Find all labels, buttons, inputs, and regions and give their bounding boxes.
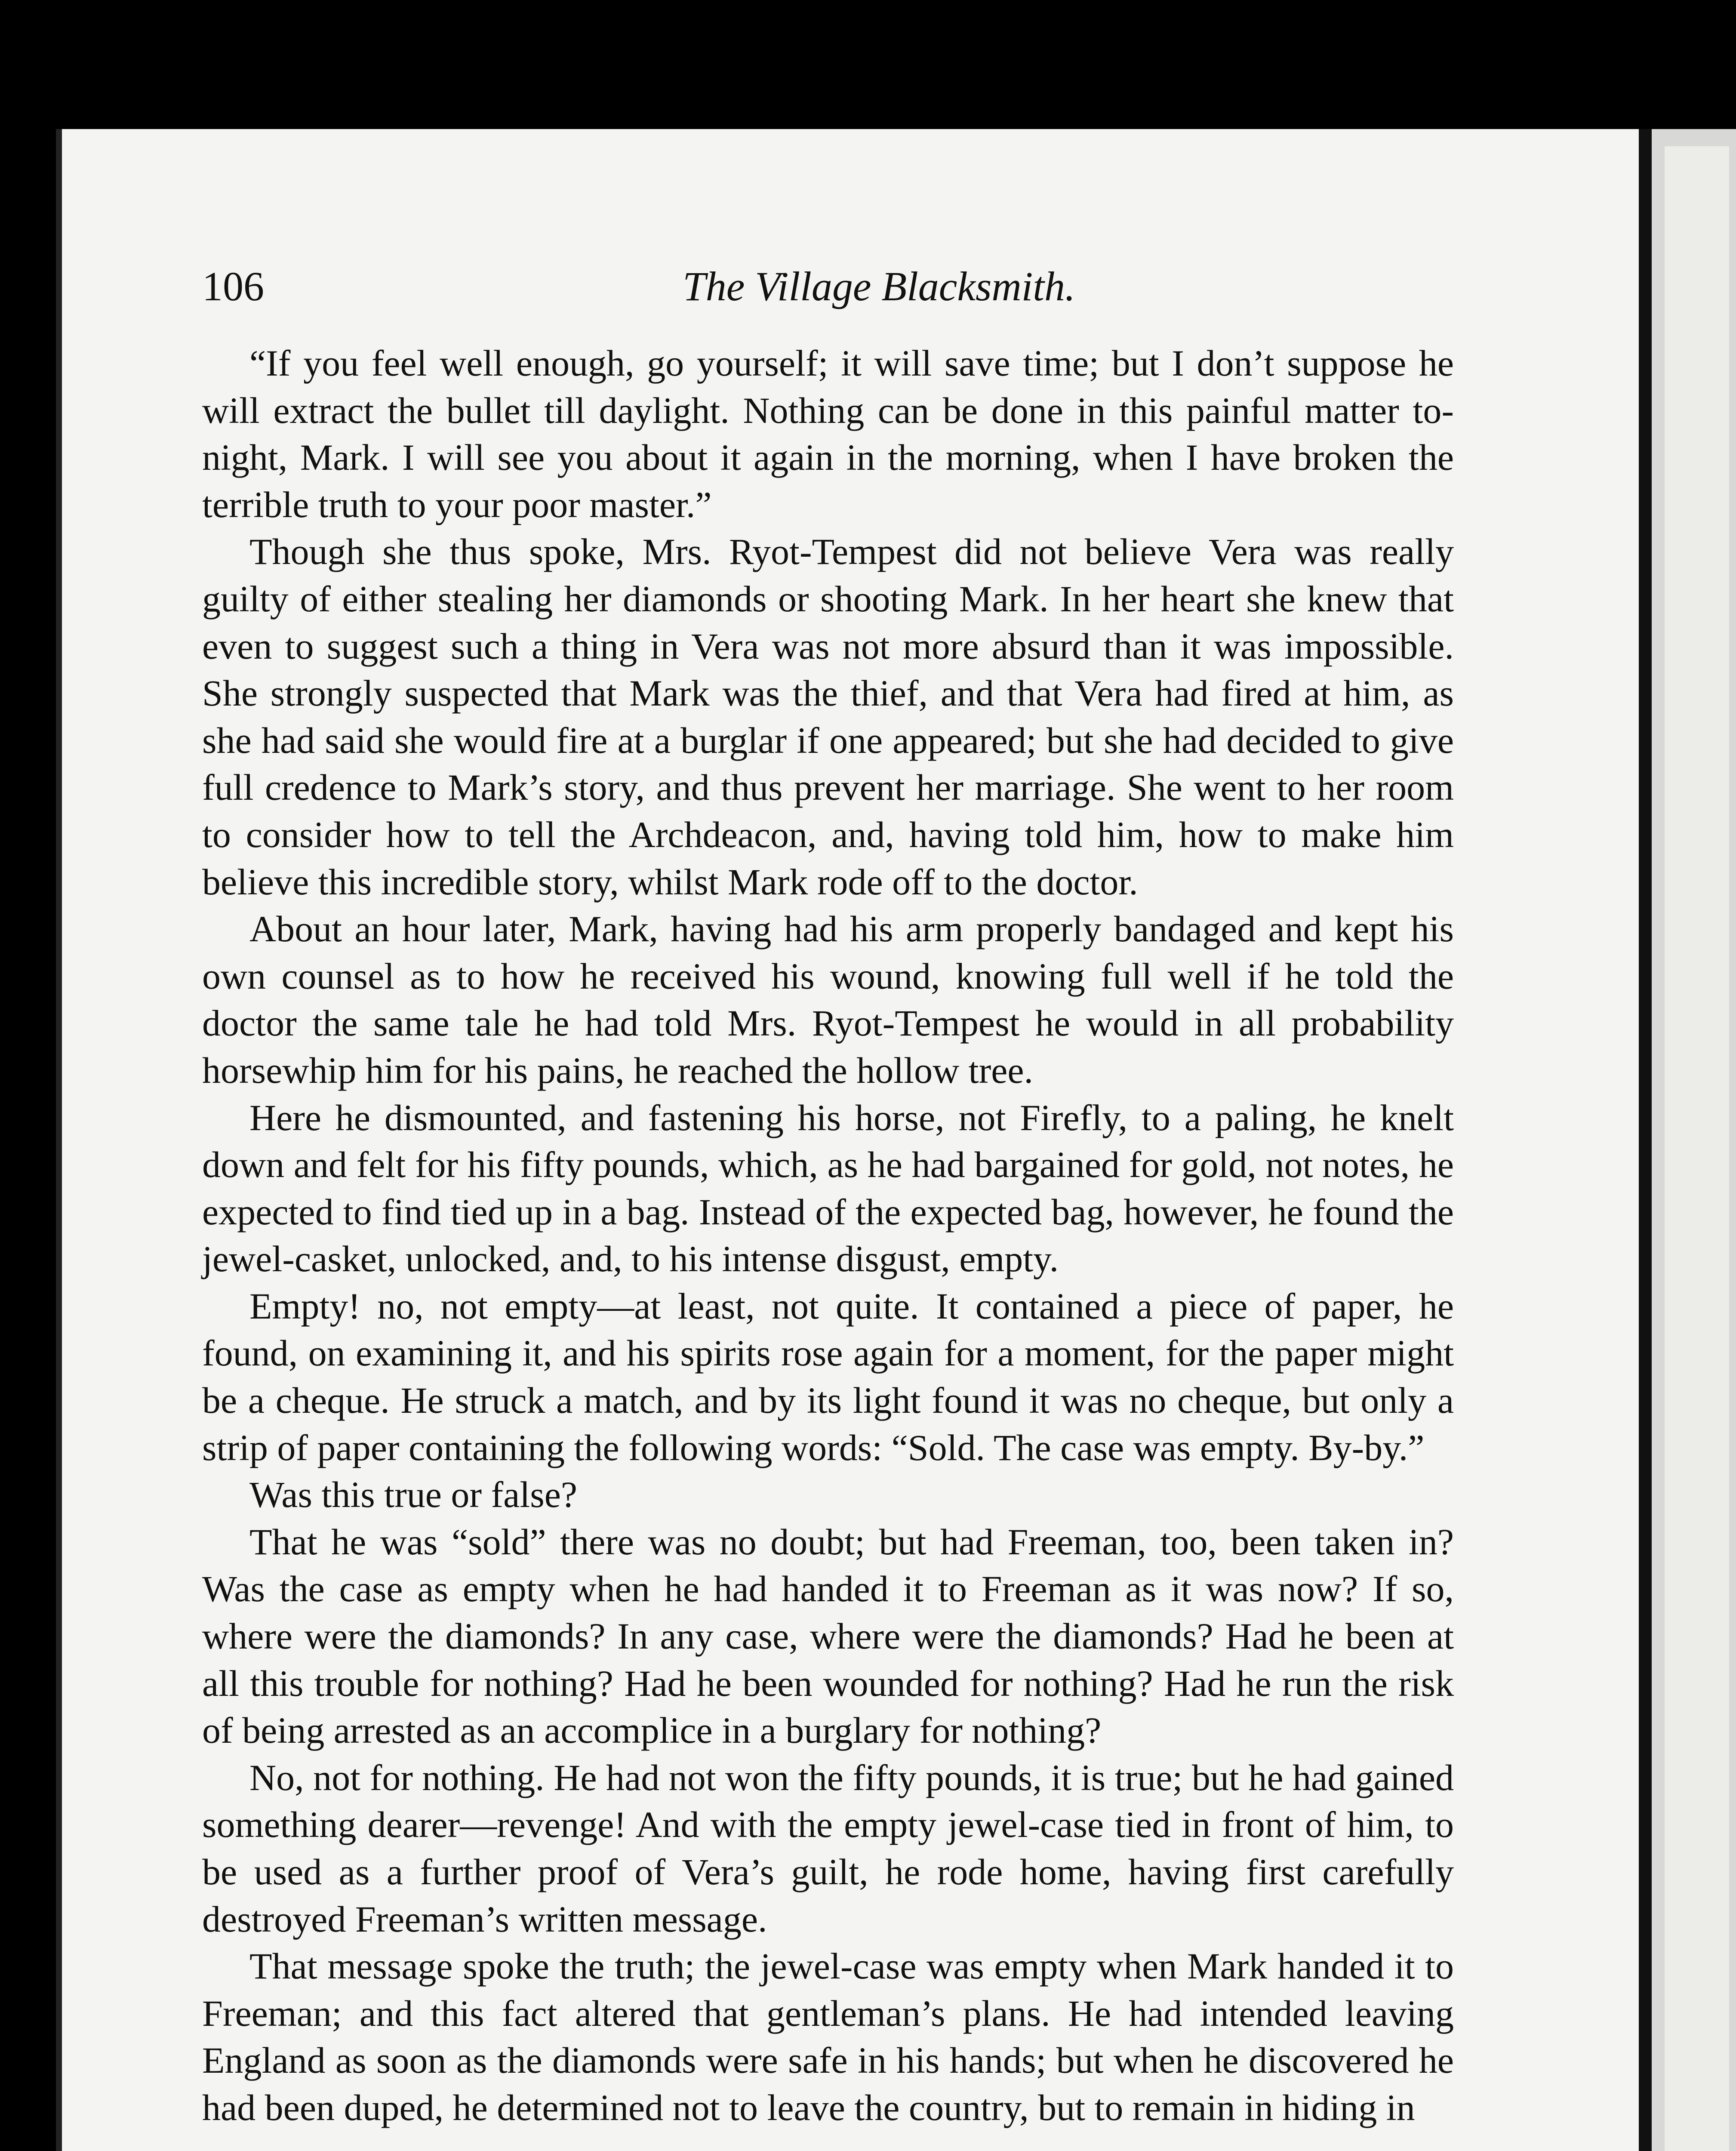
paragraph: That he was “sold” there was no doubt; but had Freeman, too, been taken in? Was the case as empty when he had handed it to Freeman as it was now? If so, where were the diamonds? In any case, where were the diamonds? Had he been at all this trouble for nothing? Had he been wounded for nothing? Had he run the risk of being arrested as an accomplice in a burglary for nothing? <box>202 1521 1454 1751</box>
paragraph: Was this true or false? <box>249 1474 578 1516</box>
paragraph: Though she thus spoke, Mrs. Ryot-Tempest did not believe Vera was really guilty of either stealing her diamonds or shooting Mark. In her heart she knew that even to suggest such a thing in Vera was not more absurd than it was impossible. She strongly suspected that Mark was the thief, and that Vera had fired at him, as she had said she would fire at a burglar if one appeared; but she had decided to give full credence to Mark’s story, and thus prevent her marriage. She went to her room to consider how to tell the Archdeacon, and, having told him, how to make him believe this incredible story, whilst Mark rode off to the doctor. <box>202 531 1454 903</box>
facing-page-edge <box>1639 129 1736 2151</box>
facing-page-paper <box>1665 146 1729 2151</box>
paragraph: “If you feel well enough, go yourself; it will save time; but I don’t suppose he will extract the bullet till daylight. Nothing can be done in this painful matter to-night, Mark. I will see you about it again in the morning, when I have broken the terrible truth to your poor master.” <box>202 342 1454 525</box>
body-text <box>202 340 1454 2132</box>
paragraph: Empty! no, not empty—at least, not quite. It contained a piece of paper, he found, on examining it, and his spirits rose again for a moment, for the paper might be a cheque. He struck a match, and by its light found it was no cheque, but only a strip of paper containing the following words: “Sold. The case was empty. By-by.” <box>202 1285 1454 1468</box>
paragraph: About an hour later, Mark, having had his arm properly bandaged and kept his own counsel as to how he received his wound, knowing full well if he told the doctor the same tale he had told Mrs. Ryot-Tempest he would in all probability horsewhip him for his pains, he reached the hollow tree. <box>202 908 1454 1091</box>
paragraph: That message spoke the truth; the jewel-case was empty when Mark handed it to Freeman; and this fact altered that gentleman’s plans. He had intended leaving England as soon as the diamonds were safe in his hands; but when he discovered he had been duped, he determined not to leave the country, but to remain in hiding in <box>202 1945 1454 2128</box>
paragraph: Here he dismounted, and fastening his horse, not Firefly, to a paling, he knelt down and felt for his fifty pounds, which, as he had bargained for gold, not notes, he expected to find tied up in a bag. Instead of the expected bag, however, he found the jewel-casket, unlocked, and, to his intense disgust, empty. <box>202 1097 1454 1280</box>
running-title: The Village Blacksmith. <box>683 263 1075 309</box>
paragraph: No, not for nothing. He had not won the fifty pounds, it is true; but he had gained something dearer—revenge! And with the empty jewel-case tied in front of him, to be used as a further proof of Vera’s guilt, he rode home, having first carefully destroyed Freeman’s written message. <box>202 1757 1454 1940</box>
page-number: 106 <box>202 263 264 309</box>
page-header <box>202 262 1075 314</box>
